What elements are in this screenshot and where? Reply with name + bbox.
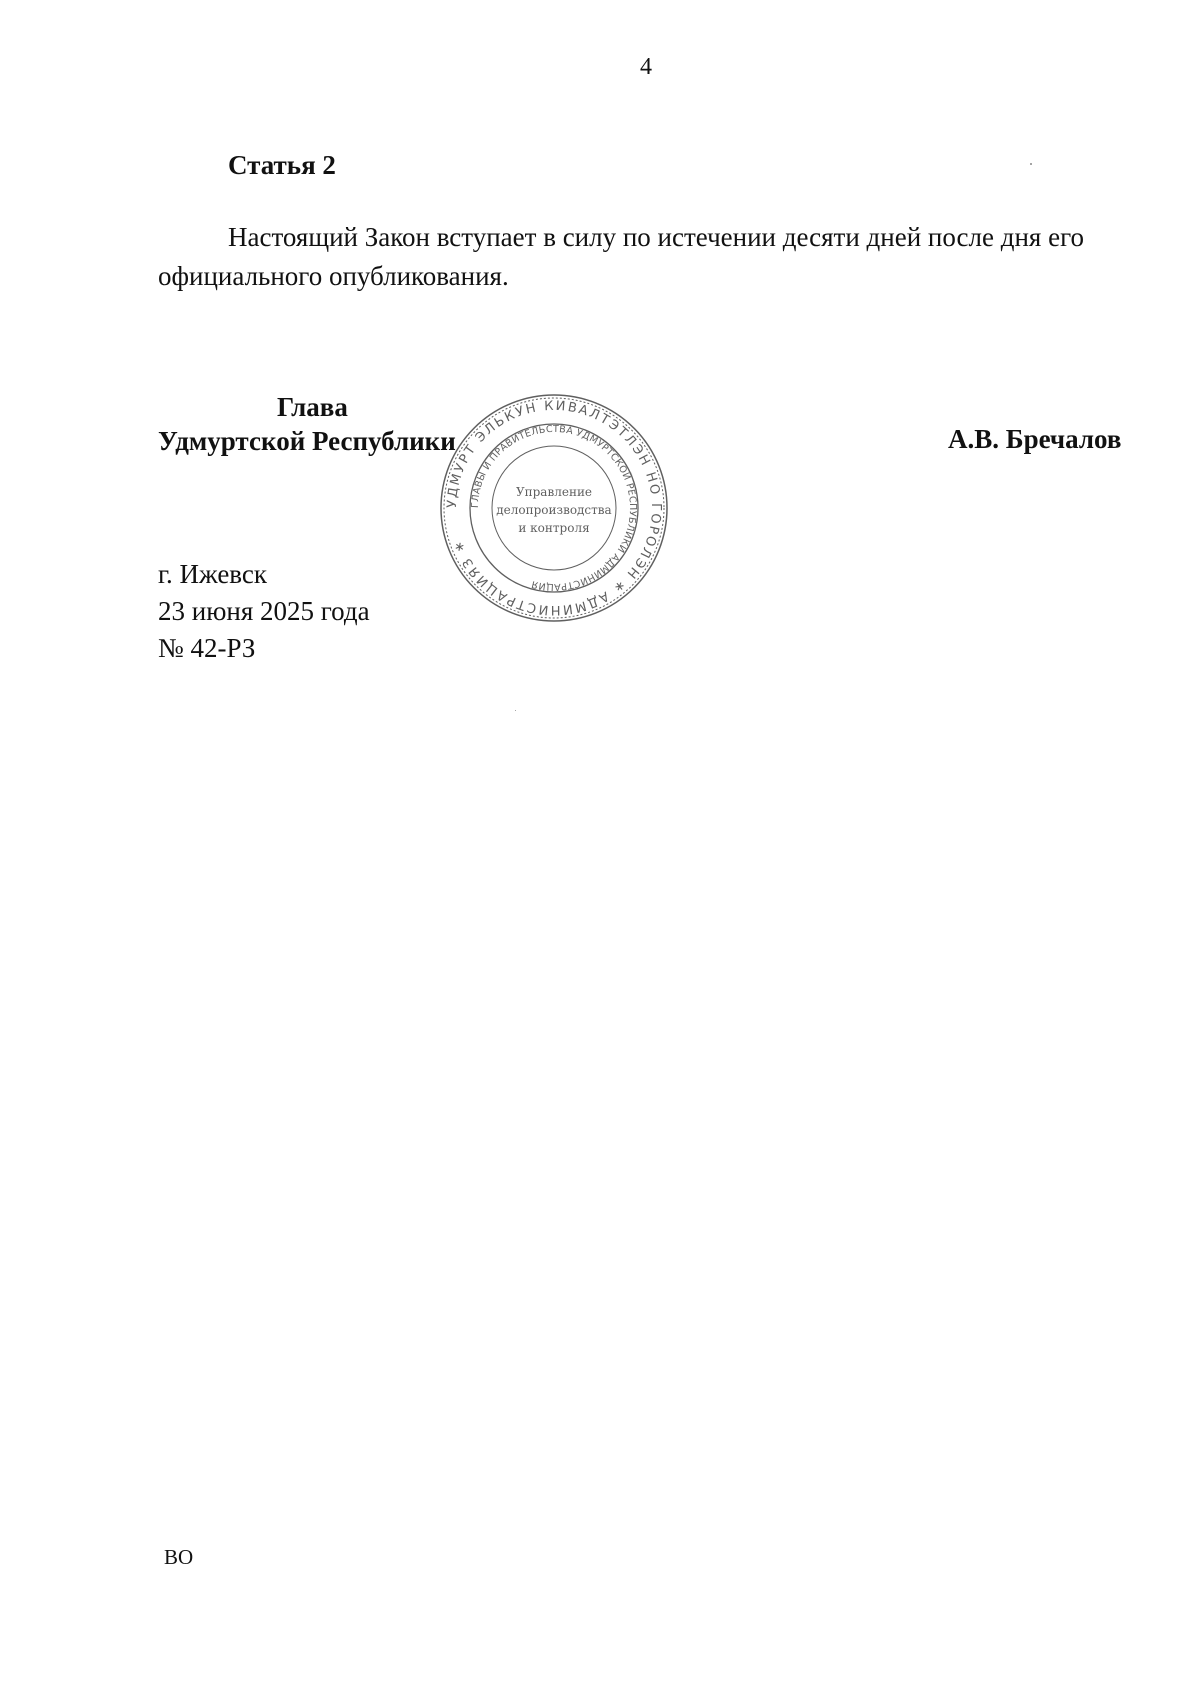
publication-details (158, 556, 370, 667)
article-text-line-1: Настоящий Закон вступает в силу по истечении десяти дней после дня его (228, 222, 1084, 252)
publication-city: г. Ижевск (158, 559, 268, 589)
seal-center-line-3: и контроля (518, 521, 590, 535)
article-body (158, 218, 1138, 296)
signer-position-line-2: Удмуртской Республики (158, 426, 456, 456)
seal-center-line-1: Управление (515, 485, 593, 499)
article-text-line-2: официального опубликования. (158, 261, 509, 291)
signer-position-line-1: Глава (277, 392, 348, 422)
official-seal-stamp (438, 392, 670, 624)
seal-outer-text: УДМУРТ ЭЛЬКУН КИВАЛТЭТЛЭН НО ГОРОЛЭН ∗ АДМИНИСТРАЦИЯЗ ∗ (444, 398, 664, 618)
article-title: Статья 2 (228, 150, 336, 180)
scan-speck (1030, 163, 1032, 165)
seal-inner-text: ГЛАВЫ И ПРАВИТЕЛЬСТВА УДМУРТСКОЙ РЕСПУБЛИКИ АДМИНИСТРАЦИЯ (469, 423, 639, 593)
publication-date: 23 июня 2025 года (158, 596, 370, 626)
signer-name: А.В. Бречалов (948, 424, 1122, 454)
seal-center-line-2: делопроизводства (496, 503, 612, 517)
scan-speck (515, 710, 516, 711)
publication-number: № 42-РЗ (158, 633, 256, 663)
footer-code: ВО (164, 1545, 194, 1569)
page-number: 4 (640, 54, 652, 80)
signer-position (158, 390, 456, 458)
